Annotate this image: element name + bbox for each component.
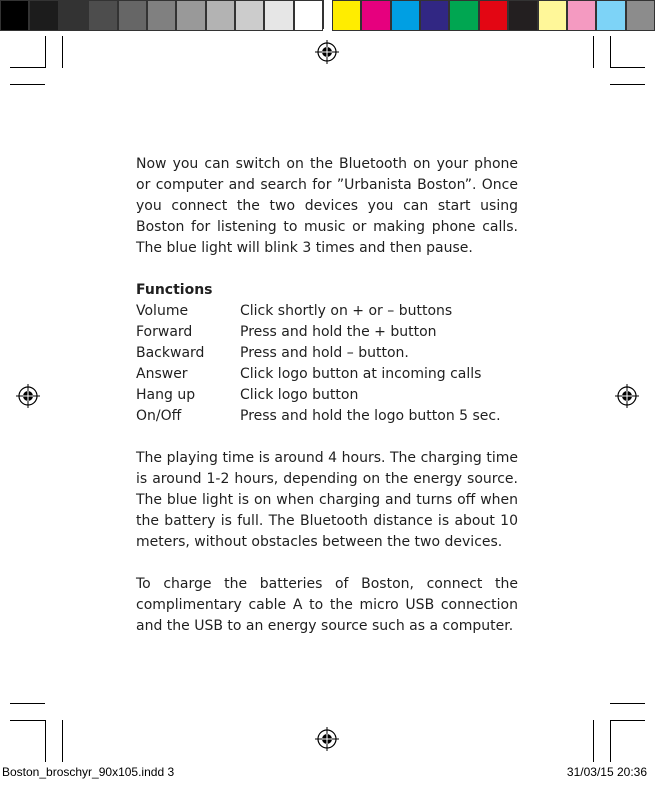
function-row <box>136 301 518 322</box>
functions-list <box>136 301 518 427</box>
page-content <box>136 154 518 637</box>
color-swatch <box>59 0 88 31</box>
color-swatch <box>449 0 478 31</box>
color-swatch <box>626 0 655 31</box>
color-swatch <box>88 0 117 31</box>
color-swatch <box>361 0 390 31</box>
function-name: Volume <box>136 303 189 319</box>
color-swatch <box>147 0 176 31</box>
registration-mark-icon <box>315 727 339 751</box>
footer-filename: Boston_broschyr_90x105.indd 3 <box>2 765 175 779</box>
color-swatch <box>479 0 508 31</box>
registration-mark-icon <box>615 384 639 408</box>
function-row <box>136 364 518 385</box>
color-swatch <box>118 0 147 31</box>
color-swatch <box>176 0 205 31</box>
function-row <box>136 406 518 427</box>
function-action: Press and hold – button. <box>240 345 409 361</box>
playing-time-paragraph: The playing time is around 4 hours. The charging time is around 1-2 hours, depending on the energy source. The blue light is on when charging and turns off when the battery is full. The Bluetooth distance is about 10 meters, without obstacles between the two devices. <box>136 450 518 550</box>
function-action: Click logo button at incoming calls <box>240 366 482 382</box>
function-name: Forward <box>136 324 193 340</box>
function-action: Press and hold the logo button 5 sec. <box>240 408 501 424</box>
color-swatch <box>420 0 449 31</box>
function-name: Hang up <box>136 387 196 403</box>
color-calibration-bar <box>0 0 655 31</box>
color-swatch <box>508 0 537 31</box>
color-swatch <box>0 0 29 31</box>
color-swatch <box>264 0 293 31</box>
color-swatch <box>29 0 58 31</box>
color-swatch <box>596 0 625 31</box>
function-row <box>136 343 518 364</box>
color-swatch <box>567 0 596 31</box>
functions-heading: Functions <box>136 282 213 298</box>
color-swatch <box>391 0 420 31</box>
registration-mark-icon <box>16 384 40 408</box>
registration-mark-icon <box>315 40 339 64</box>
charging-paragraph: To charge the batteries of Boston, connect the complimentary cable A to the micro USB connection and the USB to an energy source such as a computer. <box>136 576 518 634</box>
function-name: Backward <box>136 345 205 361</box>
function-name: On/Off <box>136 408 182 424</box>
color-swatch <box>235 0 264 31</box>
function-row <box>136 385 518 406</box>
footer-date: 31/03/15 20:36 <box>566 765 647 779</box>
function-action: Click shortly on + or – buttons <box>240 303 453 319</box>
function-action: Press and hold the + button <box>240 324 437 340</box>
function-name: Answer <box>136 366 188 382</box>
color-swatch <box>332 0 361 31</box>
color-swatch <box>206 0 235 31</box>
function-action: Click logo button <box>240 387 359 403</box>
color-swatch <box>294 0 323 31</box>
function-row <box>136 322 518 343</box>
color-swatch <box>538 0 567 31</box>
color-swatch <box>323 0 332 29</box>
intro-paragraph: Now you can switch on the Bluetooth on your phone or computer and search for ”Urbanista Boston”. Once you connect the two devices you can start using Boston for listening to music or making phone calls. The blue light will blink 3 times and then pause. <box>136 156 518 256</box>
